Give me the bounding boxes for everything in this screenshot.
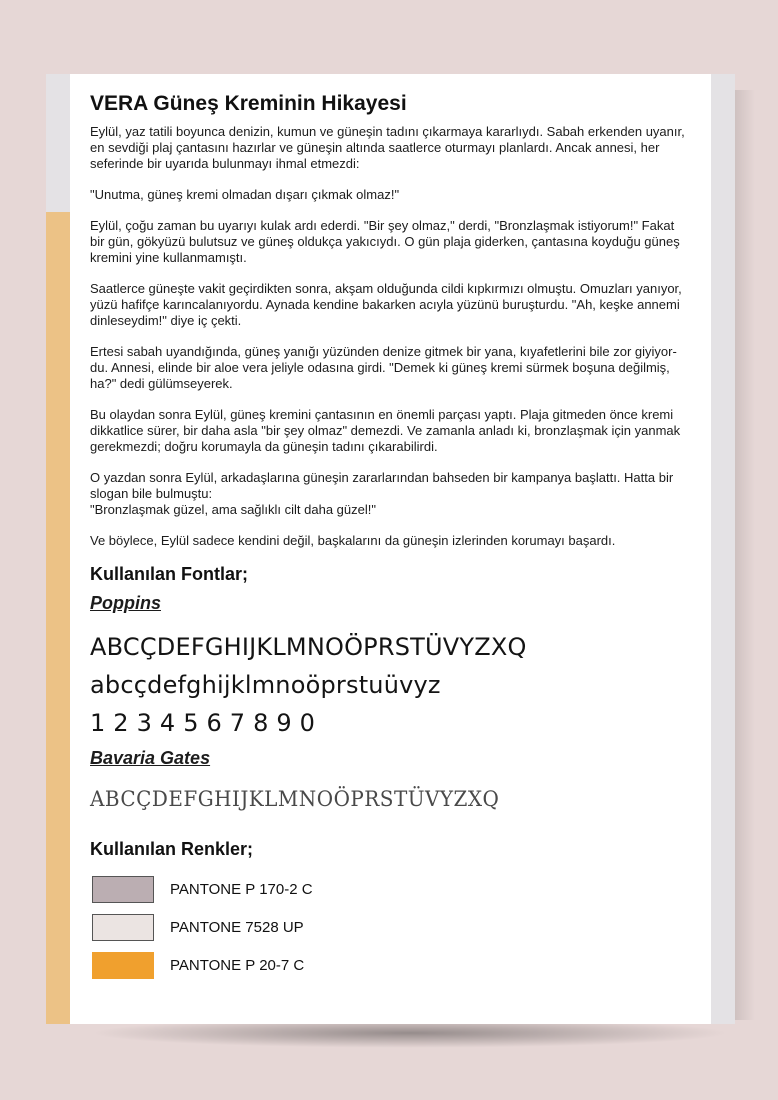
document-page bbox=[70, 74, 711, 1024]
color-swatch bbox=[92, 914, 154, 941]
color-swatch-label: PANTONE P 20-7 C bbox=[170, 956, 305, 974]
paragraph-line: Eylül, çoğu zaman bu uyarıyı kulak ardı ederdi. "Bir şey olmaz," derdi, "Bronzlaşmak istiyorum!" Fakat bbox=[90, 218, 675, 233]
story-paragraph bbox=[90, 344, 690, 392]
paragraph-line: en sevdiği plaj çantasını hazırlar ve güneşin altında saatlerce oturmayı planlardı. Ancak annesi, her bbox=[90, 140, 660, 155]
paragraph-line: du. Annesi, elinde bir aloe vera jeliyle odasına girdi. "Demek ki güneş kremi sürmek boşuna değilmiş, bbox=[90, 360, 670, 375]
color-swatch-row bbox=[90, 912, 690, 942]
accent-strip bbox=[46, 212, 70, 1024]
font-name-poppins: Poppins bbox=[90, 593, 161, 613]
paragraph-line: seferinde bir uyarıda bulunmayı ihmal etmezdi: bbox=[90, 156, 360, 171]
paragraph-line: Ertesi sabah uyandığında, güneş yanığı yüzünden denize gitmek bir yana, kıyafetlerini bile zor giyiyor- bbox=[90, 344, 677, 359]
color-swatch-row bbox=[90, 950, 690, 980]
color-swatch-label: PANTONE P 170-2 C bbox=[170, 880, 313, 898]
color-swatch bbox=[92, 952, 154, 979]
story-paragraph bbox=[90, 124, 690, 172]
page-content bbox=[90, 92, 690, 988]
paragraph-line: slogan bile bulmuştu: bbox=[90, 486, 213, 501]
story-paragraph bbox=[90, 187, 690, 203]
paragraph-line: bir gün, gökyüzü bulutsuz ve güneş oldukça yakıcıydı. O gün plaja giderken, çantasına koyduğu güneş bbox=[90, 234, 680, 249]
fonts-heading: Kullanılan Fontlar; bbox=[90, 564, 249, 584]
color-swatch bbox=[92, 876, 154, 903]
paragraph-line: ha?" dedi gülümseyerek. bbox=[90, 376, 233, 391]
paragraph-line: gerekmezdi; doğru korumayla da güneşin tadını çıkarabilirdi. bbox=[90, 439, 438, 454]
poppins-lowercase-sample: abcçdefghijklmnoöprstuüvyz bbox=[90, 671, 441, 699]
paragraph-line: Bu olaydan sonra Eylül, güneş kremini çantasının en önemli parçası yaptı. Plaja gitmeden önce kremi bbox=[90, 407, 674, 422]
story-paragraph bbox=[90, 407, 690, 455]
colors-heading: Kullanılan Renkler; bbox=[90, 839, 254, 859]
poppins-digits-sample: 1 2 3 4 5 6 7 8 9 0 bbox=[90, 709, 316, 737]
page-side-shadow bbox=[735, 90, 755, 1020]
paragraph-line: "Unutma, güneş kremi olmadan dışarı çıkmak olmaz!" bbox=[90, 187, 400, 202]
paragraph-line: Eylül, yaz tatili boyunca denizin, kumun ve güneşin tadını çıkarmaya kararlıydı. Sabah erkenden uyanır, bbox=[90, 124, 685, 139]
story-paragraph bbox=[90, 281, 690, 329]
color-swatch-list bbox=[90, 874, 690, 980]
page-title: VERA Güneş Kreminin Hikayesi bbox=[90, 92, 407, 115]
color-swatch-label: PANTONE 7528 UP bbox=[170, 918, 304, 936]
story-paragraph bbox=[90, 470, 690, 518]
paragraph-line: dinleseydim!" diye iç çekti. bbox=[90, 313, 242, 328]
story-paragraph bbox=[90, 218, 690, 266]
paragraph-line: Ve böylece, Eylül sadece kendini değil, başkalarını da güneşin izlerinden korumayı başardı. bbox=[90, 533, 616, 548]
font-name-bavaria-gates: Bavaria Gates bbox=[90, 748, 211, 768]
paragraph-line: kremini yine kullanmamıştı. bbox=[90, 250, 247, 265]
paragraph-line: Saatlerce güneşte vakit geçirdikten sonra, akşam olduğunda cildi kıpkırmızı olmuştu. Omuzları yanıyor, bbox=[90, 281, 682, 296]
paragraph-line: dikkatlice sürer, bir daha asla "bir şey olmaz" demezdi. Ve zamanla anladı ki, bronzlaşmak için yanmak bbox=[90, 423, 681, 438]
paragraph-line: O yazdan sonra Eylül, arkadaşlarına güneşin zararlarından bahseden bir kampanya başlattı. Hatta bir bbox=[90, 470, 674, 485]
story-body bbox=[90, 124, 690, 549]
poppins-uppercase-sample: ABCÇDEFGHIJKLMNOÖPRSTÜVYZXQ bbox=[90, 633, 527, 661]
paragraph-line: yüzü hafifçe karıncalanıyordu. Aynada kendine bakarken acıyla yüzünü buruşturdu. "Ah, keşke annemi bbox=[90, 297, 680, 312]
color-swatch-row bbox=[90, 874, 690, 904]
story-paragraph bbox=[90, 533, 690, 549]
bavaria-gates-uppercase-sample: ABCÇDEFGHIJKLMNOÖPRSTÜVYZXQ bbox=[90, 787, 500, 811]
paragraph-line: "Bronzlaşmak güzel, ama sağlıklı cilt daha güzel!" bbox=[90, 502, 376, 517]
